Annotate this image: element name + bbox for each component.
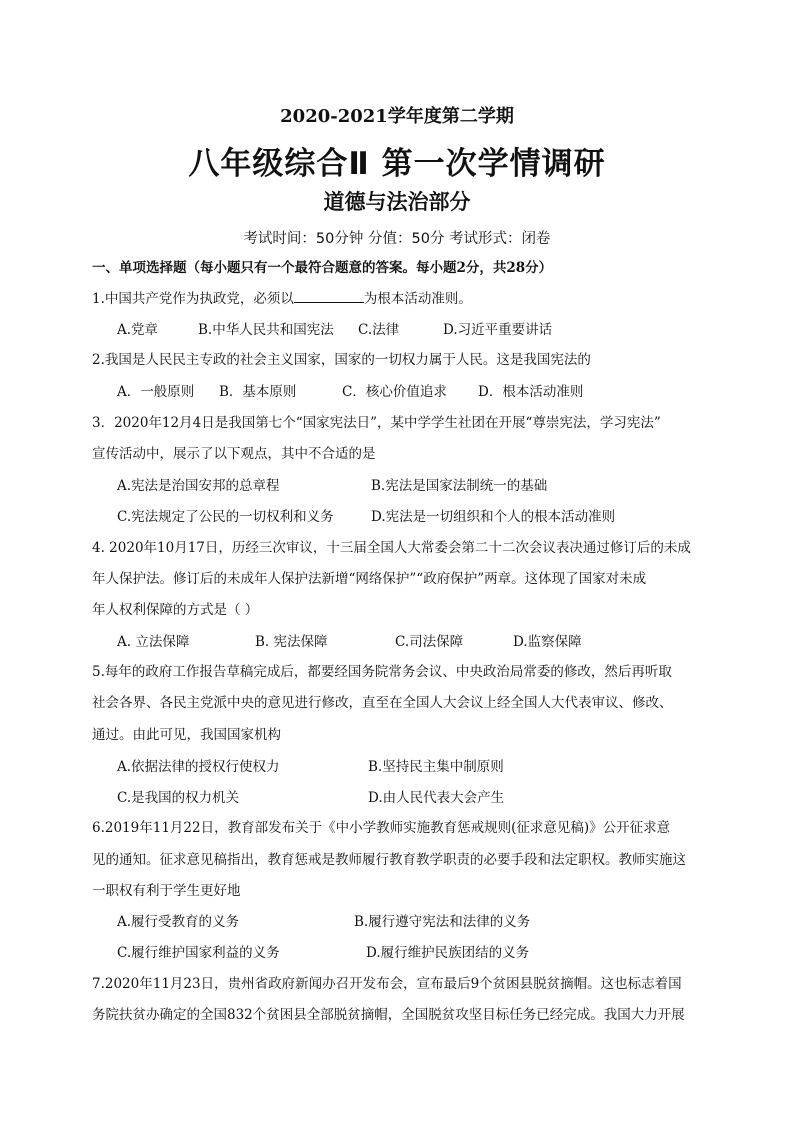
exam-meta: 考试时间：50分钟 分值：50分 考试形式：闭卷 xyxy=(243,231,551,247)
question-3-option-a: A.宪法是治国安邦的总章程 xyxy=(117,478,280,494)
question-3-option-b: B.宪法是国家法制统一的基础 xyxy=(371,478,548,494)
question-1-option-a: A.党章 xyxy=(117,322,159,338)
question-6-stem-line1: 6.2019年11月22日，教育部发布关于《中小学教师实施教育惩戒规则(征求意见稿)》公开征求意 xyxy=(92,820,671,836)
question-2-option-c: C．核心价值追求 xyxy=(342,384,447,400)
question-3-stem-line2: 宣传活动中，展示了以下观点，其中不合适的是 xyxy=(92,446,376,462)
question-3-option-c: C.宪法规定了公民的一切权利和义务 xyxy=(117,509,334,525)
question-2-option-b: B．基本原则 xyxy=(219,384,297,400)
question-5-stem-line3: 通过。由此可见，我国国家机构 xyxy=(92,727,281,743)
question-1-option-d: D.习近平重要讲话 xyxy=(443,322,553,338)
term-heading: 2020-2021学年度第二学期 xyxy=(280,106,514,127)
question-6-option-d: D.履行维护民族团结的义务 xyxy=(366,945,530,961)
question-5-stem-line2: 社会各界、各民主党派中央的意见进行修改，直至在全国人大会议上经全国人大代表审议、修改、 xyxy=(92,695,673,711)
exam-title: 八年级综合Ⅱ 第一次学情调研 xyxy=(188,146,606,182)
question-4-option-b: B. 宪法保障 xyxy=(255,634,328,650)
question-1-option-c: C.法律 xyxy=(358,322,400,338)
question-2-stem: 2.我国是人民民主专政的社会主义国家，国家的一切权力属于人民。这是我国宪法的 xyxy=(92,352,591,368)
question-6-stem-line3: 一职权有利于学生更好地 xyxy=(92,883,241,899)
question-1-stem-part1: 1.中国共产党作为执政党，必须以 xyxy=(92,291,294,307)
question-5-option-a: A.依据法律的授权行使权力 xyxy=(117,759,280,775)
question-4-option-a: A. 立法保障 xyxy=(117,634,190,650)
question-4-stem-line2: 年人保护法。修订后的未成年人保护法新增“网络保护”“政府保护”两章。这体现了国家对未成 xyxy=(92,571,647,587)
question-5-stem-line1: 5.每年的政府工作报告草稿完成后，都要经国务院常务会议、中央政治局常委的修改，然后再听取 xyxy=(92,664,672,680)
question-7-stem-line2: 务院扶贫办确定的全国832个贫困县全部脱贫摘帽，全国脱贫攻坚目标任务已经完成。我国大力开展 xyxy=(92,1007,685,1023)
question-1-stem-part2: 为根本活动准则。 xyxy=(363,291,472,307)
question-6-option-a: A.履行受教育的义务 xyxy=(117,914,240,930)
question-4-option-d: D.监察保障 xyxy=(513,634,582,650)
question-6-option-b: B.履行遵守宪法和法律的义务 xyxy=(354,914,531,930)
answer-blank xyxy=(294,288,364,303)
question-3-stem-line1: 3．2020年12月4日是我国第七个“国家宪法日”，某中学学生社团在开展“尊崇宪法，学习宪法” xyxy=(92,415,661,431)
question-4-option-c: C.司法保障 xyxy=(395,634,464,650)
question-5-option-b: B.坚持民主集中制原则 xyxy=(368,759,504,775)
question-6-stem-line2: 见的通知。征求意见稿指出，教育惩戒是教师履行教育教学职责的必要手段和法定职权。教师实施这 xyxy=(92,852,686,868)
question-6-option-c: C.履行维护国家利益的义务 xyxy=(117,945,280,961)
question-5-option-c: C.是我国的权力机关 xyxy=(117,790,240,806)
question-1-stem xyxy=(92,288,472,309)
question-2-option-a: A．一般原则 xyxy=(117,384,195,400)
question-7-stem-line1: 7.2020年11月23日，贵州省政府新闻办召开发布会，宣布最后9个贫困县脱贫摘帽。这也标志着国 xyxy=(92,976,682,992)
exam-subtitle: 道德与法治部分 xyxy=(323,190,471,214)
question-5-option-d: D.由人民代表大会产生 xyxy=(368,790,505,806)
question-3-option-d: D.宪法是一切组织和个人的根本活动准则 xyxy=(371,509,616,525)
question-4-stem-line3: 年人权利保障的方式是（ ） xyxy=(92,602,259,618)
section-heading: 一、单项选择题（每小题只有一个最符合题意的答案。每小题2分，共28分） xyxy=(92,260,553,276)
question-2-option-d: D．根本活动准则 xyxy=(478,384,584,400)
question-4-stem-line1: 4. 2020年10月17日，历经三次审议，十三届全国人大常委会第二十二次会议表决通过修订后的未成 xyxy=(92,540,691,556)
question-1-option-b: B.中华人民共和国宪法 xyxy=(198,322,334,338)
